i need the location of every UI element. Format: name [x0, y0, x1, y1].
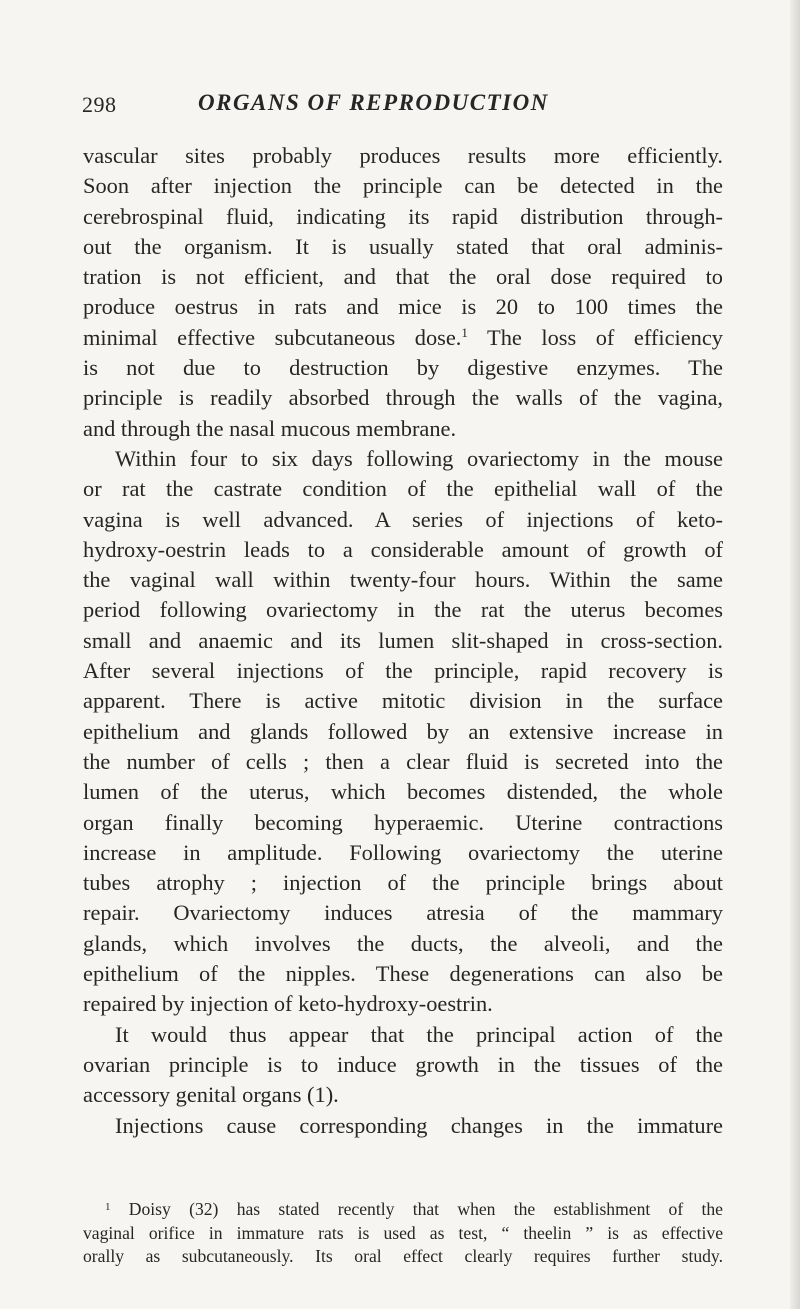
text-line: small and anaemic and its lumen slit-shaped in cross-section.: [83, 627, 723, 653]
text-line: epithelium and glands followed by an extensive increase in: [83, 718, 723, 744]
text-line: glands, which involves the ducts, the alveoli, and the: [83, 930, 723, 956]
text-fragment: minimal effective subcutaneous dose.: [83, 324, 462, 350]
text-line: tration is not efficient, and that the oral dose required to: [83, 264, 723, 290]
footnote: [83, 1198, 723, 1269]
text-line: out the organism. It is usually stated that oral adminis-: [83, 233, 723, 259]
text-line: epithelium of the nipples. These degenerations can also be: [83, 961, 723, 987]
text-line: accessory genital organs (1).: [83, 1082, 339, 1108]
text-line: hydroxy-oestrin leads to a considerable amount of growth of: [83, 536, 723, 562]
footnote-reference: 1: [461, 324, 468, 340]
text-line: tubes atrophy ; injection of the principle brings about: [83, 870, 723, 896]
footnote-line: orally as subcutaneously. Its oral effect clearly requires further study.: [83, 1246, 723, 1266]
page-number: 298: [82, 92, 117, 117]
text-line: repair. Ovariectomy induces atresia of the mammary: [83, 900, 723, 926]
footnote-marker: 1: [105, 1201, 111, 1213]
body-text: [83, 141, 723, 1141]
page-edge-shadow: [790, 0, 800, 1309]
text-line-with-footnote: [83, 323, 723, 353]
text-line: increase in amplitude. Following ovariectomy the uterine: [83, 839, 723, 865]
text-line: cerebrospinal fluid, indicating its rapid distribution through-: [83, 203, 723, 229]
footnote-text: Doisy (32) has stated recently that when the establishment of the: [110, 1199, 723, 1219]
text-line: lumen of the uterus, which becomes distended, the whole: [83, 779, 723, 805]
text-line: Within four to six days following ovariectomy in the mouse: [115, 445, 723, 471]
text-line: and through the nasal mucous membrane.: [83, 415, 457, 441]
text-line: or rat the castrate condition of the epithelial wall of the: [83, 476, 723, 502]
text-line: is not due to destruction by digestive enzymes. The: [83, 355, 723, 381]
text-line: Injections cause corresponding changes in the immature: [115, 1112, 723, 1138]
text-line: apparent. There is active mitotic division in the surface: [83, 688, 723, 714]
text-line: vascular sites probably produces results more efficiently.: [83, 143, 723, 168]
text-line: After several injections of the principle, rapid recovery is: [83, 658, 723, 684]
text-line: principle is readily absorbed through the walls of the vagina,: [83, 385, 723, 411]
footnote-line: [83, 1198, 723, 1222]
text-line: period following ovariectomy in the rat the uterus becomes: [83, 597, 723, 623]
text-line: vagina is well advanced. A series of injections of keto-: [83, 506, 723, 532]
running-title: ORGANS OF REPRODUCTION: [198, 90, 549, 115]
text-line: produce oestrus in rats and mice is 20 to 100 times the: [83, 294, 723, 320]
footnote-line: vaginal orifice in immature rats is used as test, “ theelin ” is as effective: [83, 1222, 723, 1243]
text-line: ovarian principle is to induce growth in the tissues of the: [83, 1051, 723, 1077]
running-head: [82, 92, 702, 128]
text-fragment: The loss of efficiency: [467, 324, 723, 350]
text-line: the vaginal wall within twenty-four hours. Within the same: [83, 567, 723, 593]
text-line: repaired by injection of keto-hydroxy-oestrin.: [83, 991, 493, 1017]
text-line: Soon after injection the principle can be detected in the: [83, 173, 723, 199]
text-line: It would thus appear that the principal action of the: [115, 1021, 723, 1047]
text-line: organ finally becoming hyperaemic. Uterine contractions: [83, 809, 723, 835]
text-line: the number of cells ; then a clear fluid is secreted into the: [83, 748, 723, 774]
